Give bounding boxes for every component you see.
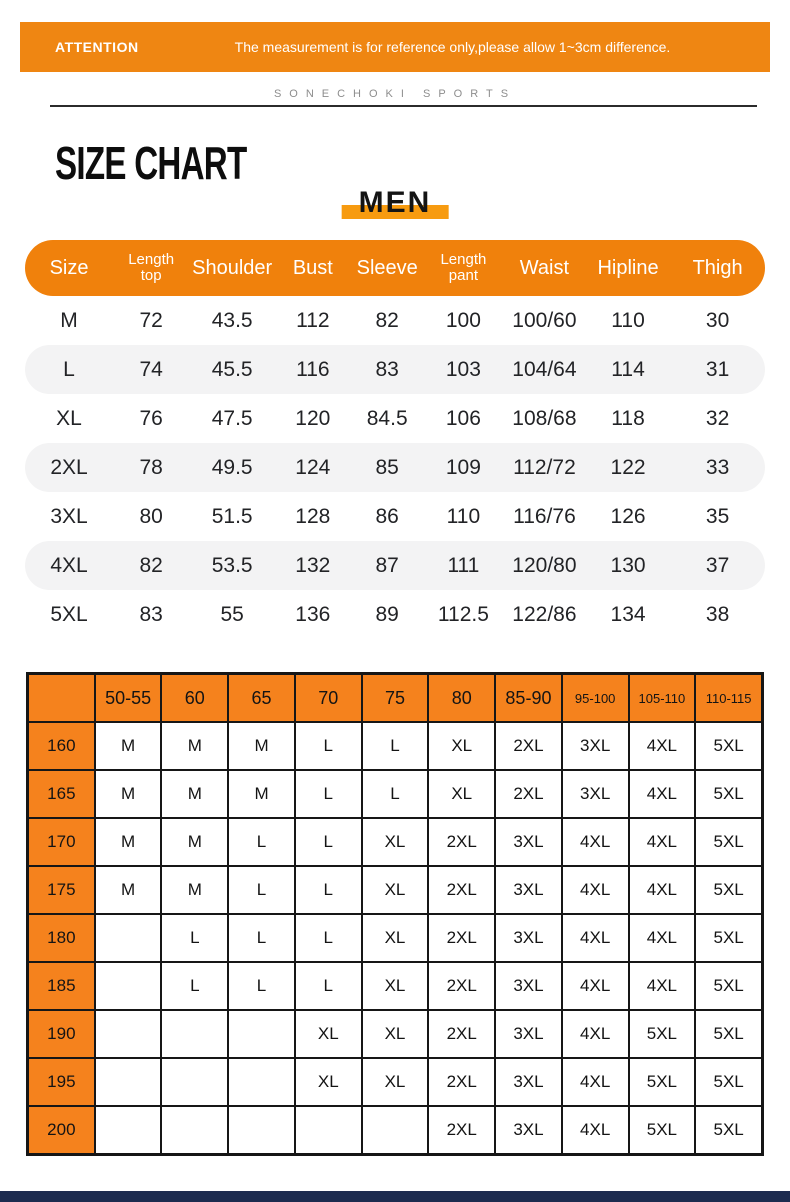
size-col-header — [113, 252, 189, 284]
hw-cell — [95, 1010, 162, 1058]
hw-cell: 4XL — [562, 1058, 629, 1106]
hw-cell: L — [295, 722, 362, 770]
size-cell: 120/80 — [512, 553, 577, 577]
size-cell: 100/60 — [512, 308, 577, 332]
size-cell: 51.5 — [211, 504, 253, 528]
hw-cell: 3XL — [495, 1106, 562, 1154]
hw-cell: L — [295, 770, 362, 818]
hw-cell: 2XL — [428, 866, 495, 914]
hw-cell: L — [362, 722, 429, 770]
size-cell: 83 — [139, 602, 163, 626]
attention-bar — [20, 22, 770, 72]
size-table-row — [25, 394, 765, 443]
hw-col-header: 50-55 — [95, 674, 162, 722]
hw-cell: 3XL — [495, 914, 562, 962]
hw-cell: 2XL — [495, 770, 562, 818]
size-cell: 31 — [705, 357, 730, 381]
hw-cell: 4XL — [562, 962, 629, 1010]
size-cell: 89 — [375, 602, 399, 626]
hw-cell — [362, 1106, 429, 1154]
size-col-header — [189, 258, 275, 279]
size-cell: 114 — [611, 357, 645, 381]
tab-men — [359, 186, 432, 220]
hw-col-header: 75 — [362, 674, 429, 722]
hw-row-label: 200 — [28, 1106, 95, 1154]
hw-row-label: 175 — [28, 866, 95, 914]
hw-cell: 5XL — [695, 962, 762, 1010]
hw-cell: 4XL — [629, 722, 696, 770]
hw-cell: L — [295, 962, 362, 1010]
hw-cell: 5XL — [629, 1058, 696, 1106]
size-col-header-line: Sleeve — [356, 256, 418, 279]
size-cell: 120 — [295, 406, 331, 430]
size-col-header-line: Length — [440, 251, 487, 269]
size-cell: 38 — [705, 602, 730, 626]
hw-cell: M — [228, 722, 295, 770]
hw-cell: 5XL — [695, 1010, 762, 1058]
hw-cell: XL — [295, 1010, 362, 1058]
size-table-body — [25, 296, 765, 639]
hw-col-header: 60 — [161, 674, 228, 722]
size-col-header-line: Bust — [292, 256, 333, 279]
size-cell: 130 — [610, 553, 646, 577]
footer-strip — [0, 1191, 790, 1202]
size-cell: 134 — [610, 602, 646, 626]
hw-cell: 5XL — [695, 818, 762, 866]
hw-cell: L — [161, 914, 228, 962]
hw-cell — [95, 1058, 162, 1106]
hw-cell: 2XL — [428, 962, 495, 1010]
hw-cell: XL — [362, 962, 429, 1010]
hw-row-label: 170 — [28, 818, 95, 866]
size-cell: 128 — [295, 504, 331, 528]
size-table-header — [25, 240, 765, 296]
hw-row-label: 185 — [28, 962, 95, 1010]
hw-cell — [161, 1010, 228, 1058]
size-row-label: M — [60, 308, 78, 332]
size-col-header — [351, 258, 424, 279]
size-cell: 100 — [445, 308, 481, 332]
size-col-header-line: Size — [49, 256, 89, 279]
hw-cell: 4XL — [562, 1106, 629, 1154]
hw-col-header: 95-100 — [562, 674, 629, 722]
hw-cell: L — [362, 770, 429, 818]
hw-cell: M — [161, 722, 228, 770]
size-cell: 110 — [446, 504, 481, 528]
size-cell: 87 — [375, 553, 399, 577]
size-cell: 33 — [705, 455, 730, 479]
hw-cell: 2XL — [428, 818, 495, 866]
size-cell: 112 — [296, 308, 330, 332]
hw-cell — [95, 962, 162, 1010]
size-cell: 76 — [139, 406, 163, 430]
hw-cell: XL — [428, 722, 495, 770]
hw-row-label: 190 — [28, 1010, 95, 1058]
size-cell: 37 — [705, 553, 730, 577]
hw-cell: 3XL — [495, 1010, 562, 1058]
size-cell: 72 — [139, 308, 163, 332]
hw-cell: 2XL — [428, 1106, 495, 1154]
size-cell: 47.5 — [211, 406, 253, 430]
hw-cell: 2XL — [495, 722, 562, 770]
size-cell: 116/76 — [513, 504, 576, 528]
size-cell: 49.5 — [211, 455, 253, 479]
hw-cell: 2XL — [428, 1058, 495, 1106]
size-cell: 83 — [375, 357, 399, 381]
size-cell: 55 — [220, 602, 244, 626]
size-table-row — [25, 492, 765, 541]
size-row-label: 3XL — [50, 504, 88, 528]
size-cell: 118 — [611, 406, 645, 430]
size-cell: 112/72 — [513, 455, 576, 479]
size-cell: 110 — [611, 308, 645, 332]
hw-cell: 4XL — [629, 962, 696, 1010]
size-cell: 111 — [447, 553, 480, 577]
hw-cell — [95, 914, 162, 962]
size-cell: 122 — [610, 455, 646, 479]
hw-cell: 3XL — [495, 866, 562, 914]
size-cell: 136 — [295, 602, 331, 626]
hw-cell: XL — [362, 914, 429, 962]
size-col-header — [275, 258, 350, 279]
hw-cell: M — [161, 770, 228, 818]
size-cell: 104/64 — [512, 357, 577, 381]
size-col-header — [503, 258, 586, 279]
size-cell: 35 — [705, 504, 730, 528]
hw-cell: 4XL — [562, 1010, 629, 1058]
hw-col-header: 105-110 — [629, 674, 696, 722]
brand-name: SONECHOKI SPORTS — [273, 88, 517, 100]
hw-cell: 4XL — [562, 866, 629, 914]
hw-cell: 4XL — [562, 818, 629, 866]
hw-cell: 4XL — [629, 770, 696, 818]
divider-line — [50, 105, 757, 107]
hw-row-label: 160 — [28, 722, 95, 770]
size-row-label: 2XL — [50, 455, 88, 479]
size-cell: 126 — [610, 504, 646, 528]
size-col-header — [424, 252, 503, 284]
size-cell: 85 — [375, 455, 399, 479]
size-cell: 82 — [139, 553, 163, 577]
size-cell: 74 — [139, 357, 163, 381]
attention-text: The measurement is for reference only,please allow 1~3cm difference. — [234, 39, 671, 55]
size-row-label: 4XL — [50, 553, 88, 577]
size-row-label: 5XL — [50, 602, 88, 626]
hw-cell: L — [228, 962, 295, 1010]
size-cell: 30 — [705, 308, 730, 332]
hw-cell: M — [95, 818, 162, 866]
size-cell: 43.5 — [211, 308, 253, 332]
attention-label: ATTENTION — [55, 39, 139, 55]
hw-cell: XL — [362, 1010, 429, 1058]
hw-cell: 3XL — [562, 722, 629, 770]
hw-cell: 4XL — [629, 818, 696, 866]
size-col-header — [670, 258, 765, 279]
hw-cell: XL — [362, 866, 429, 914]
hw-cell: M — [228, 770, 295, 818]
size-col-header-line: Shoulder — [192, 256, 273, 279]
hw-cell: M — [95, 770, 162, 818]
size-cell: 53.5 — [211, 553, 253, 577]
hw-col-header: 70 — [295, 674, 362, 722]
hw-cell: L — [295, 818, 362, 866]
hw-cell: XL — [362, 818, 429, 866]
hw-cell — [295, 1106, 362, 1154]
size-col-header-line: top — [140, 267, 162, 284]
size-col-header — [586, 258, 670, 279]
hw-cell: 5XL — [695, 770, 762, 818]
hw-cell: 4XL — [629, 914, 696, 962]
hw-cell — [161, 1106, 228, 1154]
size-row-label: L — [63, 357, 75, 381]
size-measurement-table — [25, 240, 765, 639]
size-col-header-line: pant — [448, 267, 478, 284]
hw-cell: 3XL — [495, 818, 562, 866]
hw-cell: XL — [362, 1058, 429, 1106]
size-cell: 82 — [375, 308, 399, 332]
hw-cell: M — [161, 818, 228, 866]
hw-col-header: 80 — [428, 674, 495, 722]
size-cell: 84.5 — [366, 406, 408, 430]
hw-cell: L — [295, 866, 362, 914]
hw-cell: L — [228, 914, 295, 962]
page-title: SIZE CHART — [55, 137, 247, 189]
size-cell: 45.5 — [211, 357, 253, 381]
size-cell: 112.5 — [437, 602, 489, 626]
hw-cell: 5XL — [695, 866, 762, 914]
size-cell: 86 — [375, 504, 399, 528]
size-cell: 122/86 — [512, 602, 577, 626]
hw-cell: XL — [295, 1058, 362, 1106]
size-cell: 124 — [295, 455, 331, 479]
hw-cell — [95, 1106, 162, 1154]
size-cell: 132 — [295, 553, 331, 577]
size-cell: 108/68 — [512, 406, 577, 430]
hw-cell: 3XL — [495, 962, 562, 1010]
size-col-header-line: Waist — [519, 256, 570, 279]
size-col-header-line: Thigh — [692, 256, 743, 279]
hw-cell: 2XL — [428, 1010, 495, 1058]
hw-row-label: 180 — [28, 914, 95, 962]
hw-cell: 5XL — [629, 1106, 696, 1154]
hw-col-header: 85-90 — [495, 674, 562, 722]
hw-cell: M — [95, 866, 162, 914]
size-col-header-line: Hipline — [597, 256, 659, 279]
hw-cell: 5XL — [695, 1058, 762, 1106]
hw-cell: L — [295, 914, 362, 962]
size-cell: 106 — [445, 406, 481, 430]
size-table-row — [25, 590, 765, 639]
size-cell: 116 — [296, 357, 330, 381]
hw-cell — [228, 1010, 295, 1058]
height-weight-table — [26, 672, 764, 1156]
hw-cell: 3XL — [562, 770, 629, 818]
size-cell: 109 — [445, 455, 481, 479]
hw-col-header: 110-115 — [695, 674, 762, 722]
size-table-row — [25, 345, 765, 394]
hw-cell: 2XL — [428, 914, 495, 962]
hw-cell — [161, 1058, 228, 1106]
size-cell: 103 — [445, 357, 481, 381]
size-row-label: XL — [56, 406, 82, 430]
hw-cell: L — [228, 818, 295, 866]
size-table-row — [25, 296, 765, 345]
hw-cell: 5XL — [695, 1106, 762, 1154]
size-cell: 32 — [705, 406, 730, 430]
hw-row-label: 165 — [28, 770, 95, 818]
hw-cell: XL — [428, 770, 495, 818]
hw-cell: 3XL — [495, 1058, 562, 1106]
hw-cell: L — [228, 866, 295, 914]
hw-col-header — [28, 674, 95, 722]
hw-row-label: 195 — [28, 1058, 95, 1106]
hw-cell: 5XL — [695, 722, 762, 770]
hw-cell: 4XL — [562, 914, 629, 962]
hw-cell: M — [95, 722, 162, 770]
hw-cell: L — [161, 962, 228, 1010]
size-col-header-line: Length — [128, 251, 175, 269]
tab-men-label: MEN — [358, 186, 432, 219]
size-cell: 80 — [139, 504, 163, 528]
hw-cell — [228, 1106, 295, 1154]
hw-cell — [228, 1058, 295, 1106]
hw-col-header: 65 — [228, 674, 295, 722]
size-col-header — [25, 258, 113, 279]
hw-cell: 4XL — [629, 866, 696, 914]
size-cell: 78 — [139, 455, 163, 479]
size-table-row — [25, 443, 765, 492]
hw-cell: 5XL — [695, 914, 762, 962]
hw-cell: M — [161, 866, 228, 914]
hw-cell: 5XL — [629, 1010, 696, 1058]
size-table-row — [25, 541, 765, 590]
